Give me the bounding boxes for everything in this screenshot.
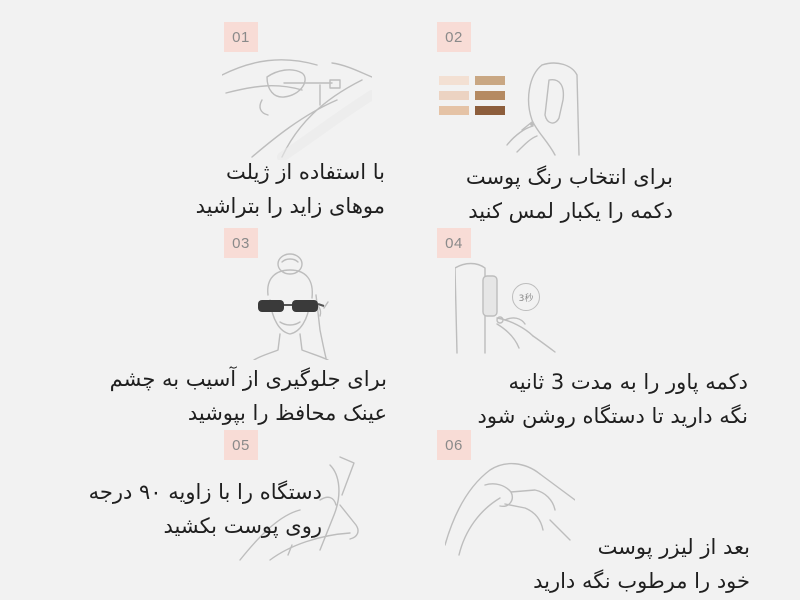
timer-label-badge: [512, 283, 540, 311]
step-caption-03: [110, 362, 387, 430]
step-caption-line: عینک محافظ را بپوشید: [187, 401, 387, 425]
step-caption-05: [89, 475, 322, 543]
timer-label: 3秒: [518, 293, 534, 304]
step-caption-line: بعد از لیزر پوست: [597, 535, 750, 559]
skin-tone-device-icon: [437, 60, 587, 160]
step-caption-01: [196, 155, 385, 223]
step-number-badge-04: 04: [437, 228, 471, 258]
step-caption-line: موهای زاید را بتراشید: [195, 194, 385, 218]
skin-swatch-grid: [439, 76, 505, 115]
step-caption-line: روی پوست بکشید: [163, 514, 322, 538]
step-caption-line: برای جلوگیری از آسیب به چشم: [109, 367, 387, 391]
step-caption-line: دکمه را یکبار لمس کنید: [468, 199, 673, 223]
step-number-badge-05: 05: [224, 430, 258, 460]
press-power-button-icon: [455, 258, 565, 358]
step-caption-line: با استفاده از ژیلت: [226, 160, 385, 184]
step-caption-04: [478, 365, 748, 433]
step-caption-line: برای انتخاب رنگ پوست: [465, 165, 673, 189]
step-caption-line: نگه دارید تا دستگاه روشن شود: [477, 404, 748, 428]
step-number-badge-03: 03: [224, 228, 258, 258]
step-caption-06: [533, 530, 750, 598]
step-caption-02: [466, 160, 673, 228]
step-number-badge-02: 02: [437, 22, 471, 52]
step-caption-line: دکمه پاور را به مدت 3 ثانیه: [508, 370, 748, 394]
step-number-badge-01: 01: [224, 22, 258, 52]
razor-shaving-arm-icon: [222, 55, 372, 160]
step-caption-line: دستگاه را با زاویه ۹۰ درجه: [88, 480, 322, 504]
step-number-badge-06: 06: [437, 430, 471, 460]
woman-goggles-icon: [250, 250, 340, 360]
step-caption-line: خود را مرطوب نگه دارید: [533, 569, 750, 593]
